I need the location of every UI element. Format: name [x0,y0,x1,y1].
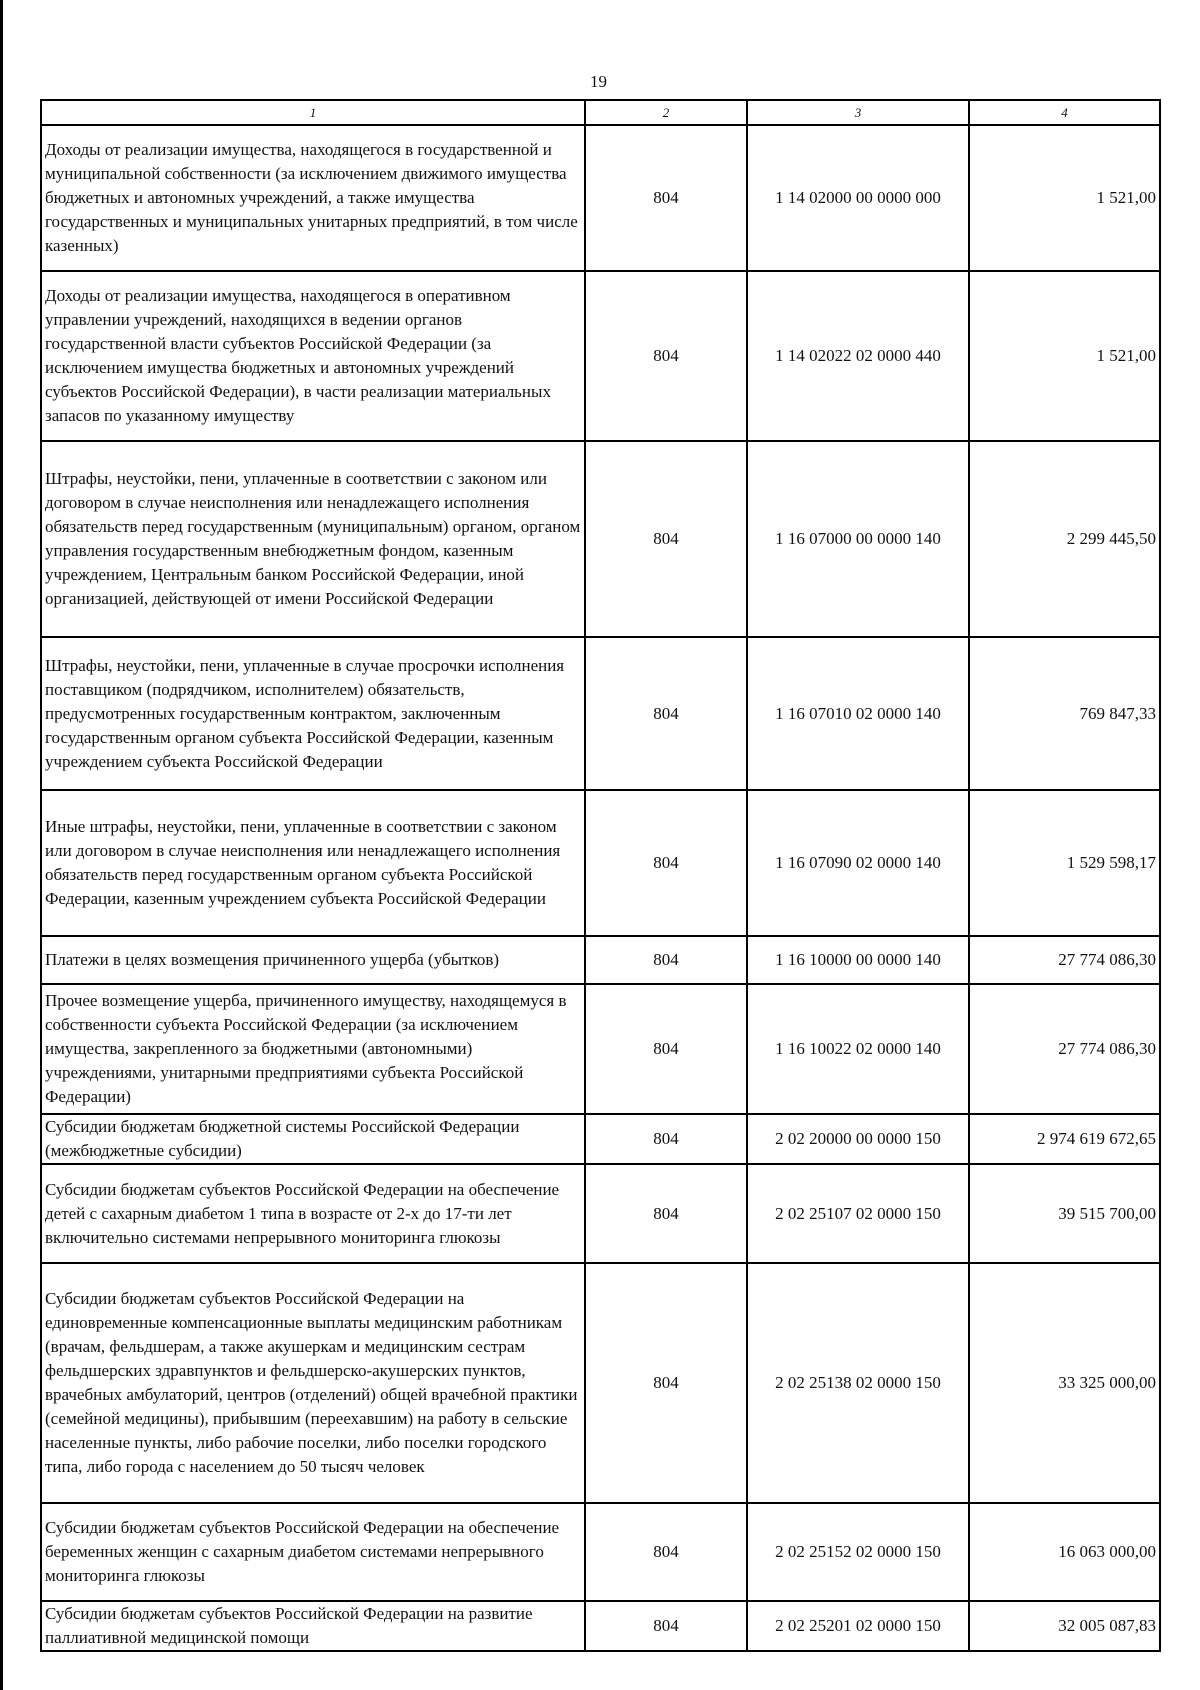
header-col-3: 3 [747,100,969,125]
row-budget-code: 1 14 02022 02 0000 440 [747,271,969,441]
budget-table [40,99,1161,1652]
table-row [41,936,1160,984]
row-admin-code: 804 [585,271,747,441]
row-name: Штрафы, неустойки, пени, уплаченные в случае просрочки исполнения поставщиком (подрядчиком, исполнителем) обязательств, предусмотренных государственным контрактом, заключенным государственным органом субъекта Российской Федерации, казенным учреждением субъекта Российской Федерации [41,637,585,790]
header-col-2: 2 [585,100,747,125]
header-row [41,100,1160,125]
row-name: Доходы от реализации имущества, находящегося в оперативном управлении учреждений, находящихся в ведении органов государственной власти субъектов Российской Федерации (за исключением имущества бюджетных и автономных учреждений субъектов Российской Федерации), в части реализации материальных запасов по указанному имуществу [41,271,585,441]
row-admin-code: 804 [585,637,747,790]
row-amount: 1 521,00 [969,125,1160,271]
row-budget-code: 1 16 07090 02 0000 140 [747,790,969,936]
row-name: Доходы от реализации имущества, находящегося в государственной и муниципальной собственности (за исключением движимого имущества бюджетных и автономных учреждений, а также имущества государственных и муниципальных унитарных предприятий, в том числе казенных) [41,125,585,271]
row-name: Штрафы, неустойки, пени, уплаченные в соответствии с законом или договором в случае неисполнения или ненадлежащего исполнения обязательств перед государственным (муниципальным) органом, органом управления государственным внебюджетным фондом, казенным учреждением, Центральным банком Российской Федерации, иной организацией, действующей от имени Российской Федерации [41,441,585,637]
row-name: Субсидии бюджетам субъектов Российской Федерации на обеспечение беременных женщин с сахарным диабетом системами непрерывного мониторинга глюкозы [41,1503,585,1601]
row-amount: 27 774 086,30 [969,936,1160,984]
row-admin-code: 804 [585,1114,747,1164]
table-row [41,984,1160,1114]
row-admin-code: 804 [585,125,747,271]
row-admin-code: 804 [585,790,747,936]
row-budget-code: 1 16 07000 00 0000 140 [747,441,969,637]
row-amount: 39 515 700,00 [969,1164,1160,1263]
row-name: Субсидии бюджетам субъектов Российской Федерации на обеспечение детей с сахарным диабетом 1 типа в возрасте от 2-х до 17-ти лет включительно системами непрерывного мониторинга глюкозы [41,1164,585,1263]
row-admin-code: 804 [585,936,747,984]
table-row [41,441,1160,637]
table-body [41,125,1160,1651]
row-budget-code: 1 16 07010 02 0000 140 [747,637,969,790]
table-row [41,1164,1160,1263]
row-name: Платежи в целях возмещения причиненного ущерба (убытков) [41,936,585,984]
header-col-4: 4 [969,100,1160,125]
table-row [41,1601,1160,1651]
header-col-1: 1 [41,100,585,125]
table-row [41,637,1160,790]
row-name: Субсидии бюджетам бюджетной системы Российской Федерации (межбюджетные субсидии) [41,1114,585,1164]
page-number: 19 [590,72,607,91]
row-admin-code: 804 [585,1263,747,1503]
row-admin-code: 804 [585,984,747,1114]
table-row [41,271,1160,441]
row-name: Прочее возмещение ущерба, причиненного имуществу, находящемуся в собственности субъекта Российской Федерации (за исключением имущества, закрепленного за бюджетными (автономными) учреждениями, унитарными предприятиями субъекта Российской Федерации) [41,984,585,1114]
row-admin-code: 804 [585,1601,747,1651]
row-admin-code: 804 [585,1503,747,1601]
table-row [41,1503,1160,1601]
row-amount: 2 974 619 672,65 [969,1114,1160,1164]
scan-left-edge [0,0,3,1690]
row-name: Субсидии бюджетам субъектов Российской Федерации на единовременные компенсационные выплаты медицинским работникам (врачам, фельдшерам, а также акушеркам и медицинским сестрам фельдшерских здравпунктов и фельдшерско-акушерских пунктов, врачебных амбулаторий, центров (отделений) общей врачебной практики (семейной медицины), прибывшим (переехавшим) на работу в сельские населенные пункты, либо рабочие поселки, либо поселки городского типа, либо города с населением до 50 тысяч человек [41,1263,585,1503]
row-budget-code: 1 16 10000 00 0000 140 [747,936,969,984]
row-admin-code: 804 [585,441,747,637]
row-amount: 16 063 000,00 [969,1503,1160,1601]
row-amount: 32 005 087,83 [969,1601,1160,1651]
row-amount: 33 325 000,00 [969,1263,1160,1503]
table-row [41,790,1160,936]
row-name: Иные штрафы, неустойки, пени, уплаченные в соответствии с законом или договором в случае неисполнения или ненадлежащего исполнения обязательств перед государственным органом субъекта Российской Федерации, казенным учреждением субъекта Российской Федерации [41,790,585,936]
row-amount: 1 529 598,17 [969,790,1160,936]
row-amount: 2 299 445,50 [969,441,1160,637]
row-budget-code: 2 02 25107 02 0000 150 [747,1164,969,1263]
row-admin-code: 804 [585,1164,747,1263]
table-row [41,1114,1160,1164]
row-amount: 769 847,33 [969,637,1160,790]
row-budget-code: 1 16 10022 02 0000 140 [747,984,969,1114]
row-amount: 1 521,00 [969,271,1160,441]
row-budget-code: 1 14 02000 00 0000 000 [747,125,969,271]
row-budget-code: 2 02 20000 00 0000 150 [747,1114,969,1164]
table-row [41,125,1160,271]
row-budget-code: 2 02 25152 02 0000 150 [747,1503,969,1601]
table-row [41,1263,1160,1503]
row-budget-code: 2 02 25138 02 0000 150 [747,1263,969,1503]
table-header [41,100,1160,125]
row-budget-code: 2 02 25201 02 0000 150 [747,1601,969,1651]
row-name: Субсидии бюджетам субъектов Российской Федерации на развитие паллиативной медицинской помощи [41,1601,585,1651]
row-amount: 27 774 086,30 [969,984,1160,1114]
